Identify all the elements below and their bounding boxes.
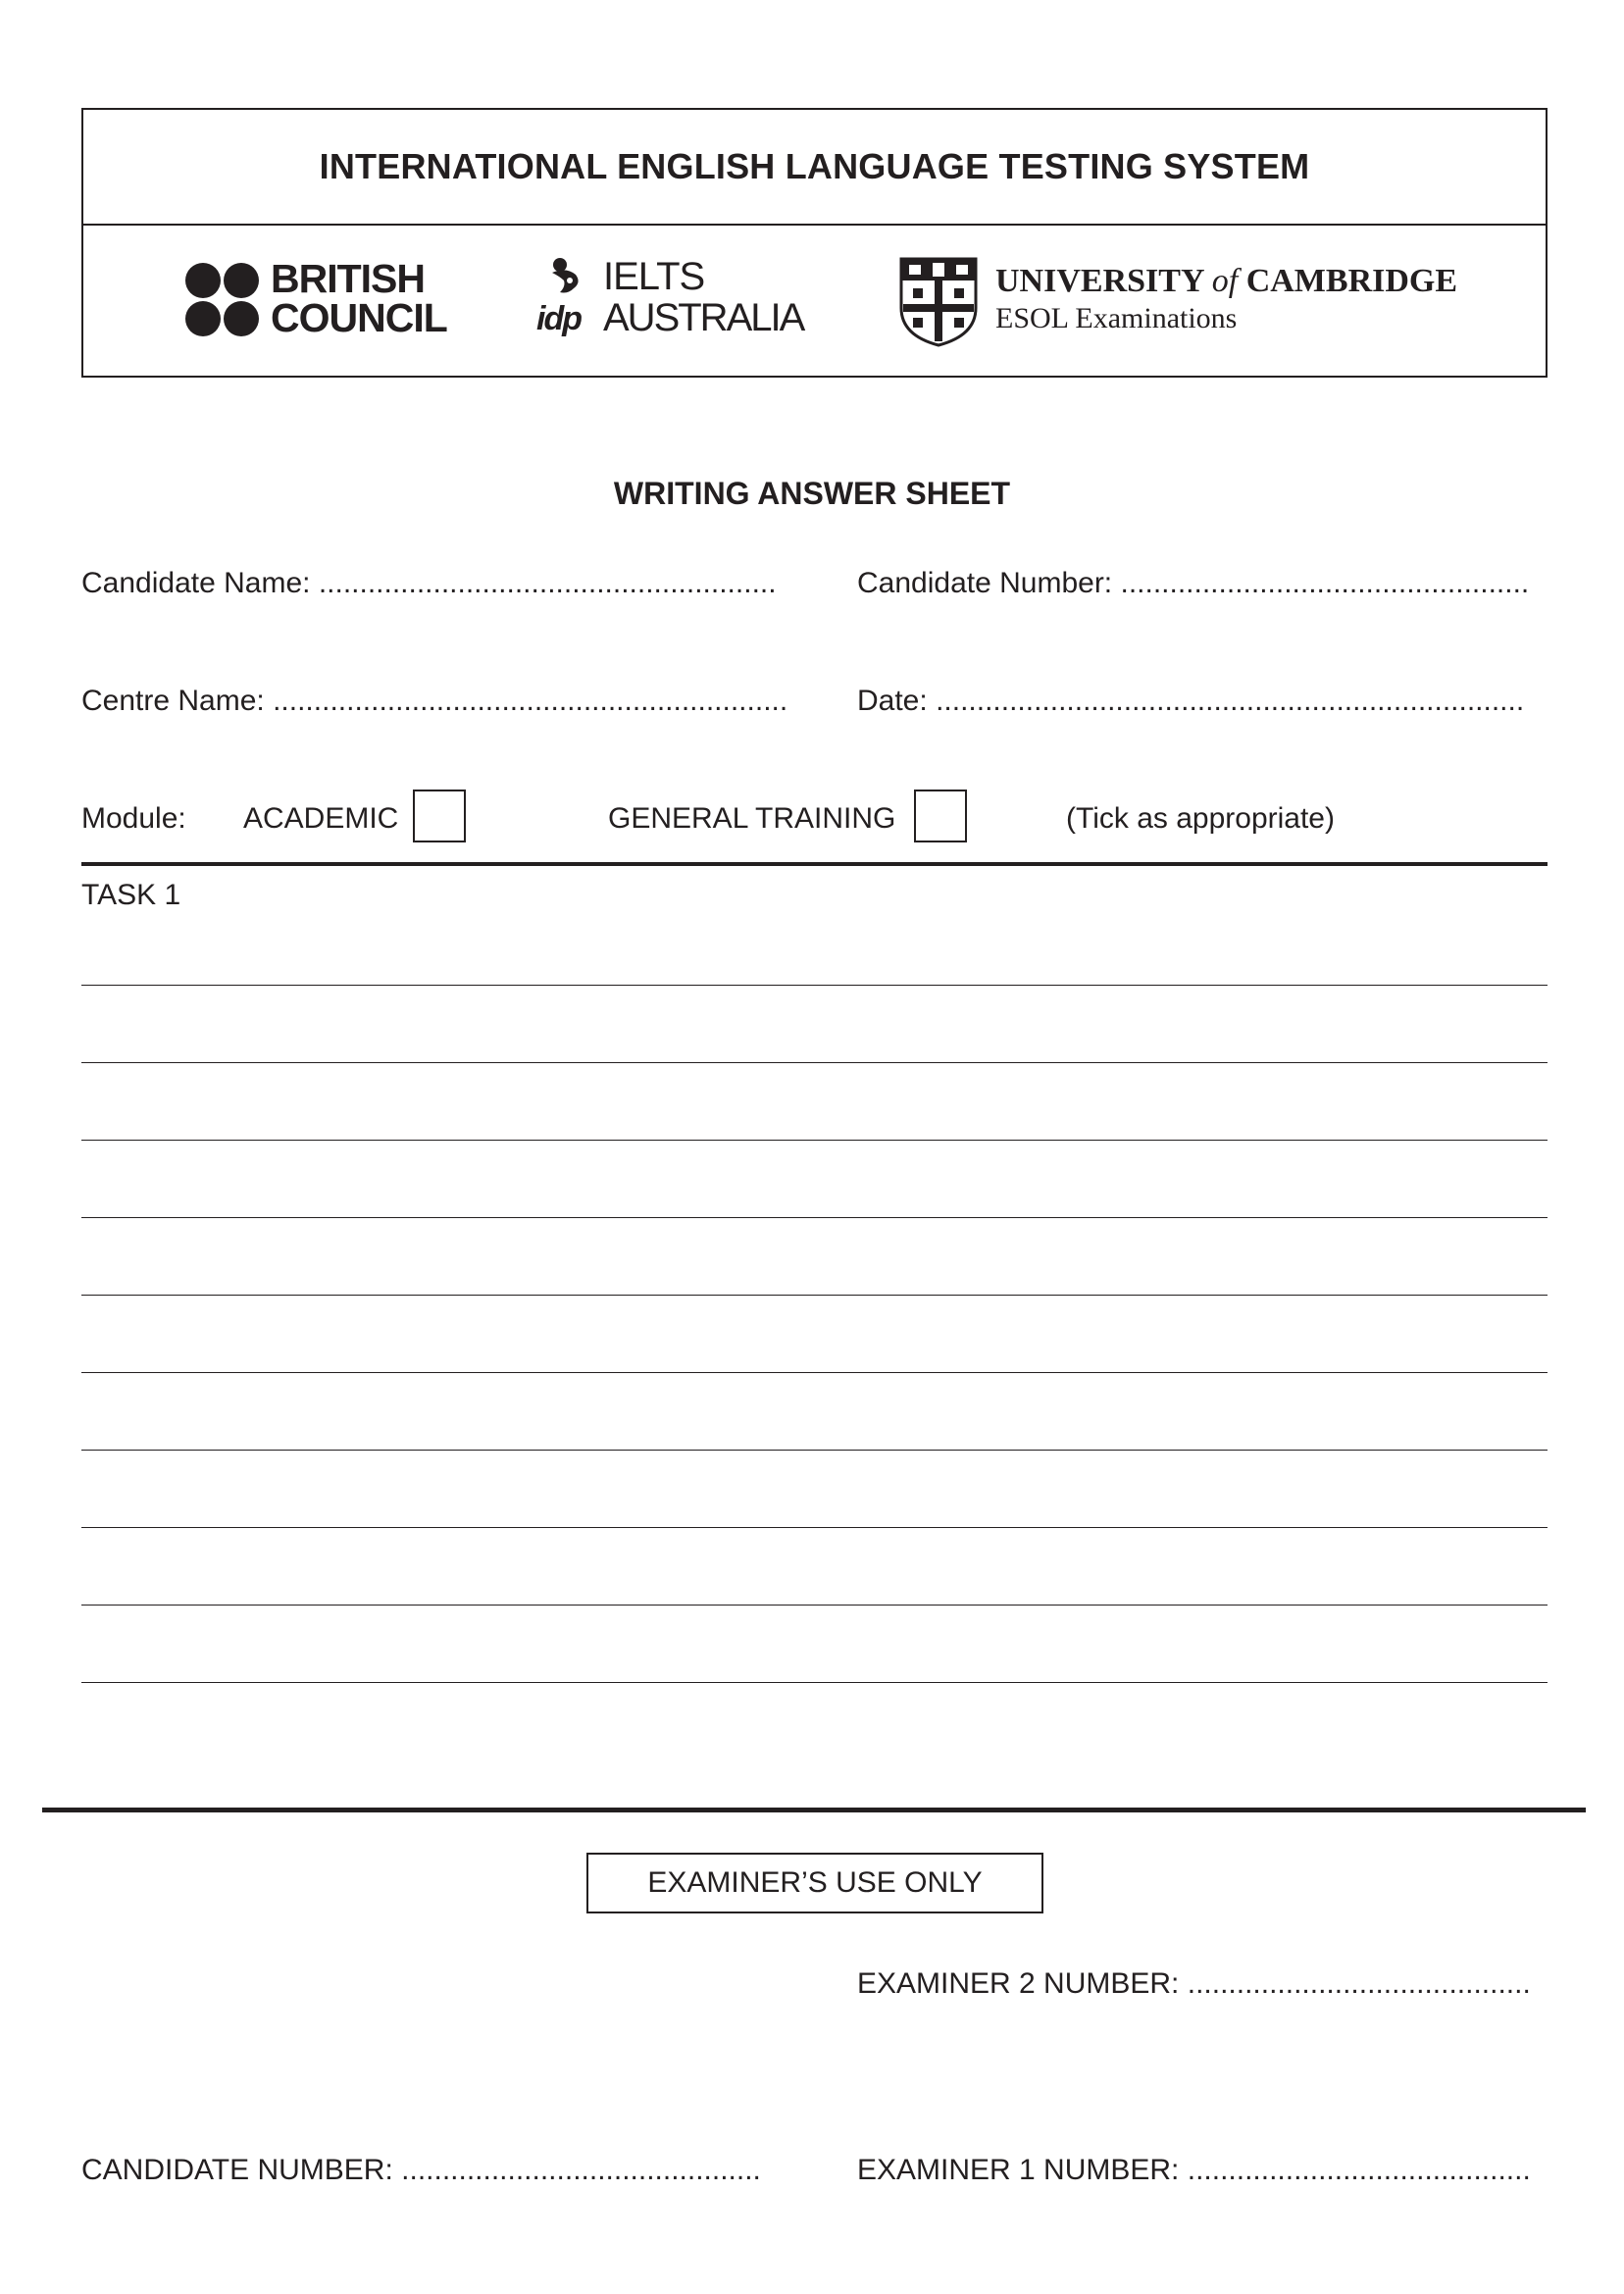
writing-line[interactable]	[81, 1682, 1548, 1683]
british-council-line2: COUNCIL	[271, 295, 447, 340]
bottom-rule	[42, 1808, 1586, 1812]
writing-line[interactable]	[81, 985, 1548, 986]
cambridge-of: of	[1211, 263, 1239, 299]
examiner2-dots: ..........................................	[1187, 1967, 1531, 2000]
centre-name-dots: ...............................................................	[273, 685, 788, 717]
candidate-number-examiner-label: CANDIDATE NUMBER:	[81, 2154, 393, 2186]
header-box	[81, 108, 1548, 378]
cambridge-line2: ESOL Examinations	[995, 302, 1238, 334]
ielts-australia-logo	[536, 257, 831, 345]
british-council-dots-icon	[184, 262, 263, 340]
writing-line[interactable]	[81, 1372, 1548, 1373]
candidate-number-dots: ..................................................	[1120, 567, 1530, 599]
candidate-name-label: Candidate Name:	[81, 567, 311, 599]
examiner2-field[interactable]	[857, 1967, 1548, 2001]
header-title: INTERNATIONAL ENGLISH LANGUAGE TESTING SYSTEM	[83, 110, 1546, 226]
examiner2-label: EXAMINER 2 NUMBER:	[857, 1967, 1180, 2000]
ielts-line2: AUSTRALIA	[603, 296, 804, 339]
cambridge-name: CAMBRIDGE	[1238, 263, 1458, 299]
cambridge-line1	[995, 263, 1457, 300]
idp-mark: idp	[536, 300, 581, 337]
date-label: Date:	[857, 685, 928, 717]
writing-line[interactable]	[81, 1605, 1548, 1606]
candidate-number-examiner-field[interactable]	[81, 2154, 787, 2187]
academic-label: ACADEMIC	[243, 802, 399, 835]
idp-emblem-icon	[546, 257, 585, 298]
candidate-name-dots: ........................................................	[318, 567, 777, 599]
writing-line[interactable]	[81, 1527, 1548, 1528]
writing-line[interactable]	[81, 1450, 1548, 1451]
ielts-line1: IELTS	[603, 255, 705, 298]
writing-line[interactable]	[81, 1217, 1548, 1218]
date-field[interactable]	[857, 685, 1548, 718]
candidate-number-field[interactable]	[857, 567, 1548, 600]
academic-checkbox[interactable]	[413, 790, 466, 842]
writing-line[interactable]	[81, 1295, 1548, 1296]
cambridge-university: UNIVERSITY	[995, 263, 1212, 299]
examiners-use-box: EXAMINER’S USE ONLY	[586, 1853, 1043, 1913]
cambridge-crest-icon	[899, 257, 978, 347]
examiner1-label: EXAMINER 1 NUMBER:	[857, 2154, 1180, 2186]
examiner1-field[interactable]	[857, 2154, 1548, 2187]
task-top-rule	[81, 862, 1548, 866]
british-council-line1: BRITISH	[271, 256, 425, 301]
module-label: Module:	[81, 802, 186, 835]
tick-hint: (Tick as appropriate)	[1066, 802, 1335, 835]
centre-name-label: Centre Name:	[81, 685, 265, 717]
writing-line[interactable]	[81, 1062, 1548, 1063]
candidate-number-examiner-dots: ............................................	[401, 2154, 761, 2186]
candidate-name-field[interactable]	[81, 567, 819, 600]
sheet-title: WRITING ANSWER SHEET	[613, 476, 1011, 511]
general-training-label: GENERAL TRAINING	[608, 802, 896, 835]
general-training-checkbox[interactable]	[914, 790, 967, 842]
task-label: TASK 1	[81, 879, 181, 911]
centre-name-field[interactable]	[81, 685, 819, 718]
british-council-logo	[184, 257, 479, 345]
examiner1-dots: ..........................................	[1187, 2154, 1531, 2186]
candidate-number-label: Candidate Number:	[857, 567, 1113, 599]
cambridge-logo	[899, 257, 1488, 355]
date-dots: ........................................................................	[936, 685, 1525, 717]
writing-line[interactable]	[81, 1140, 1548, 1141]
